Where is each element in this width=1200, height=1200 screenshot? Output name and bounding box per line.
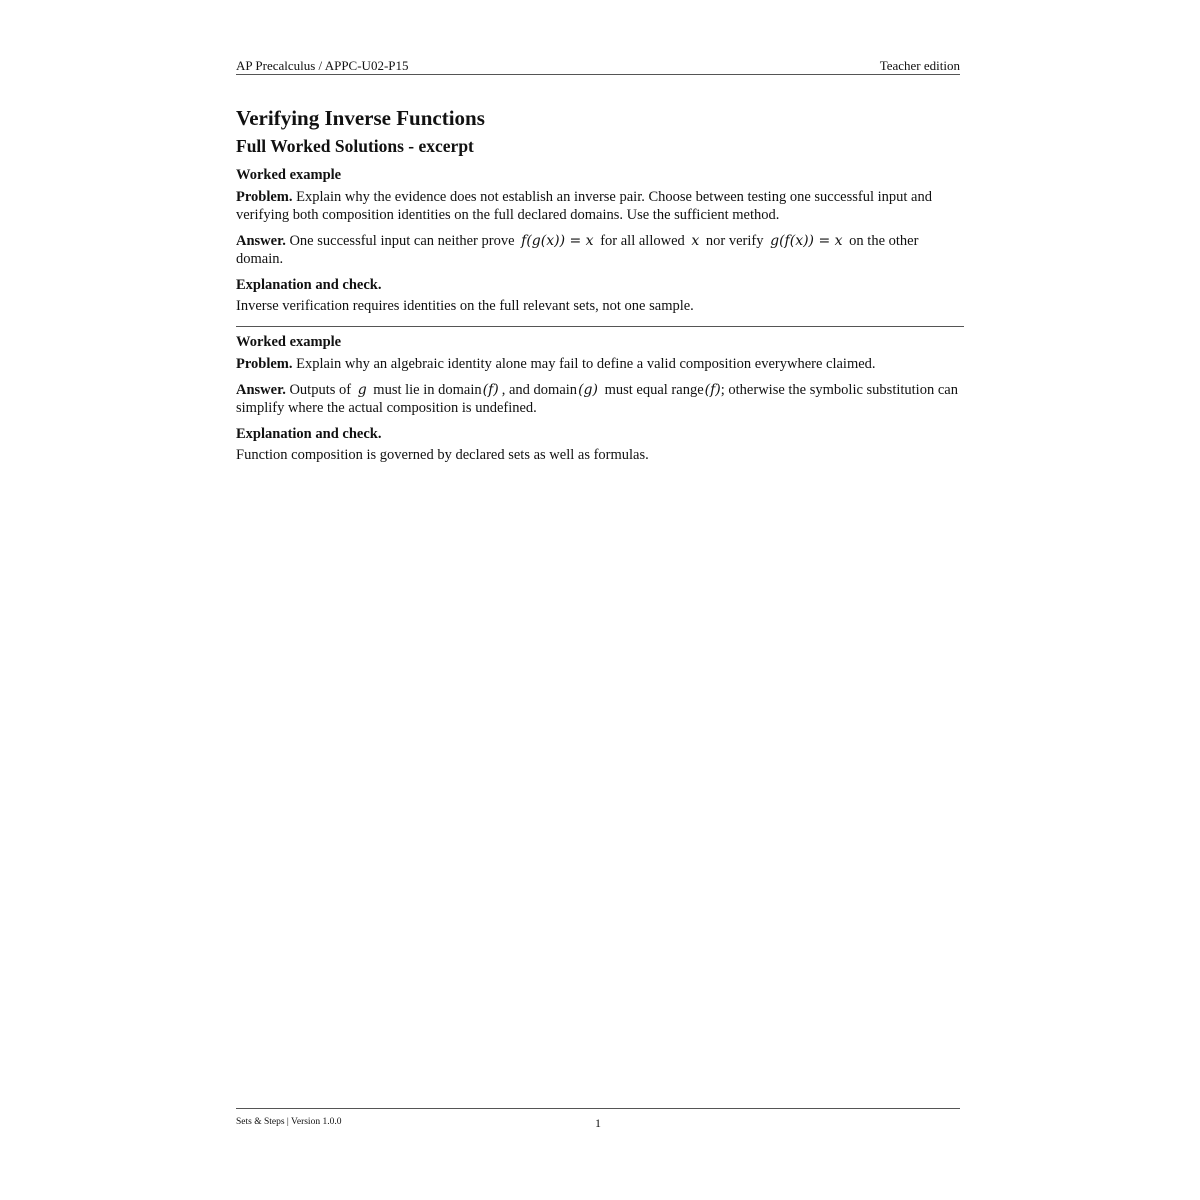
page-footer bbox=[236, 1108, 960, 1130]
answer-label: Answer. bbox=[236, 382, 286, 398]
worked-example-1 bbox=[236, 165, 964, 315]
answer-text: on the other domain. bbox=[236, 233, 919, 267]
math-variable: x bbox=[691, 233, 700, 249]
problem-label: Problem. bbox=[236, 189, 293, 205]
problem-text: Explain why the evidence does not establish an inverse pair. Choose between testing one successful input and verifying both composition identities on the full declared domains. Use the sufficient method. bbox=[236, 189, 932, 223]
explanation-text: Function composition is governed by declared sets as well as formulas. bbox=[236, 447, 649, 463]
math-expression: g(f(x)) = x bbox=[770, 233, 843, 249]
problem-text: Explain why an algebraic identity alone may fail to define a valid composition everywhere claimed. bbox=[296, 356, 876, 372]
explanation-heading: Explanation and check. bbox=[236, 426, 382, 442]
page-title: Verifying Inverse Functions bbox=[236, 106, 485, 130]
example-heading: Worked example bbox=[236, 334, 342, 350]
answer-text: One successful input can neither prove bbox=[289, 233, 515, 249]
answer-text: must lie in domain bbox=[373, 382, 482, 398]
answer-text: ; otherwise the symbolic substitution can simplify where the actual composition is undefined. bbox=[236, 382, 958, 416]
answer-paragraph bbox=[236, 381, 964, 417]
answer-text: Outputs of bbox=[289, 382, 352, 398]
math-expression: (g) bbox=[578, 382, 598, 398]
example-heading: Worked example bbox=[236, 167, 342, 183]
answer-text: for all allowed bbox=[600, 233, 685, 249]
explanation-text: Inverse verification requires identities on the full relevant sets, not one sample. bbox=[236, 298, 694, 314]
edition-label: Teacher edition bbox=[879, 58, 960, 73]
page-header bbox=[236, 57, 960, 75]
answer-label: Answer. bbox=[236, 233, 286, 249]
course-reference: AP Precalculus / APPC-U02-P15 bbox=[236, 58, 409, 73]
math-expression: f(g(x)) = x bbox=[521, 233, 594, 249]
footer-version: Sets & Steps | Version 1.0.0 bbox=[236, 1117, 342, 1127]
section-divider bbox=[236, 326, 964, 327]
math-variable: g bbox=[357, 382, 367, 398]
answer-text: nor verify bbox=[705, 233, 764, 249]
problem-label: Problem. bbox=[236, 356, 293, 372]
answer-paragraph bbox=[236, 232, 964, 268]
problem-paragraph bbox=[236, 188, 964, 224]
answer-text: must equal range bbox=[604, 382, 704, 398]
problem-paragraph bbox=[236, 355, 964, 373]
math-expression: (f) bbox=[704, 382, 721, 398]
answer-text: , and domain bbox=[501, 382, 578, 398]
page-number: 1 bbox=[595, 1116, 601, 1130]
math-expression: (f) bbox=[482, 382, 499, 398]
page-subtitle: Full Worked Solutions - excerpt bbox=[236, 136, 474, 156]
worked-example-2 bbox=[236, 332, 964, 464]
main-content bbox=[236, 104, 964, 464]
explanation-heading: Explanation and check. bbox=[236, 277, 382, 293]
